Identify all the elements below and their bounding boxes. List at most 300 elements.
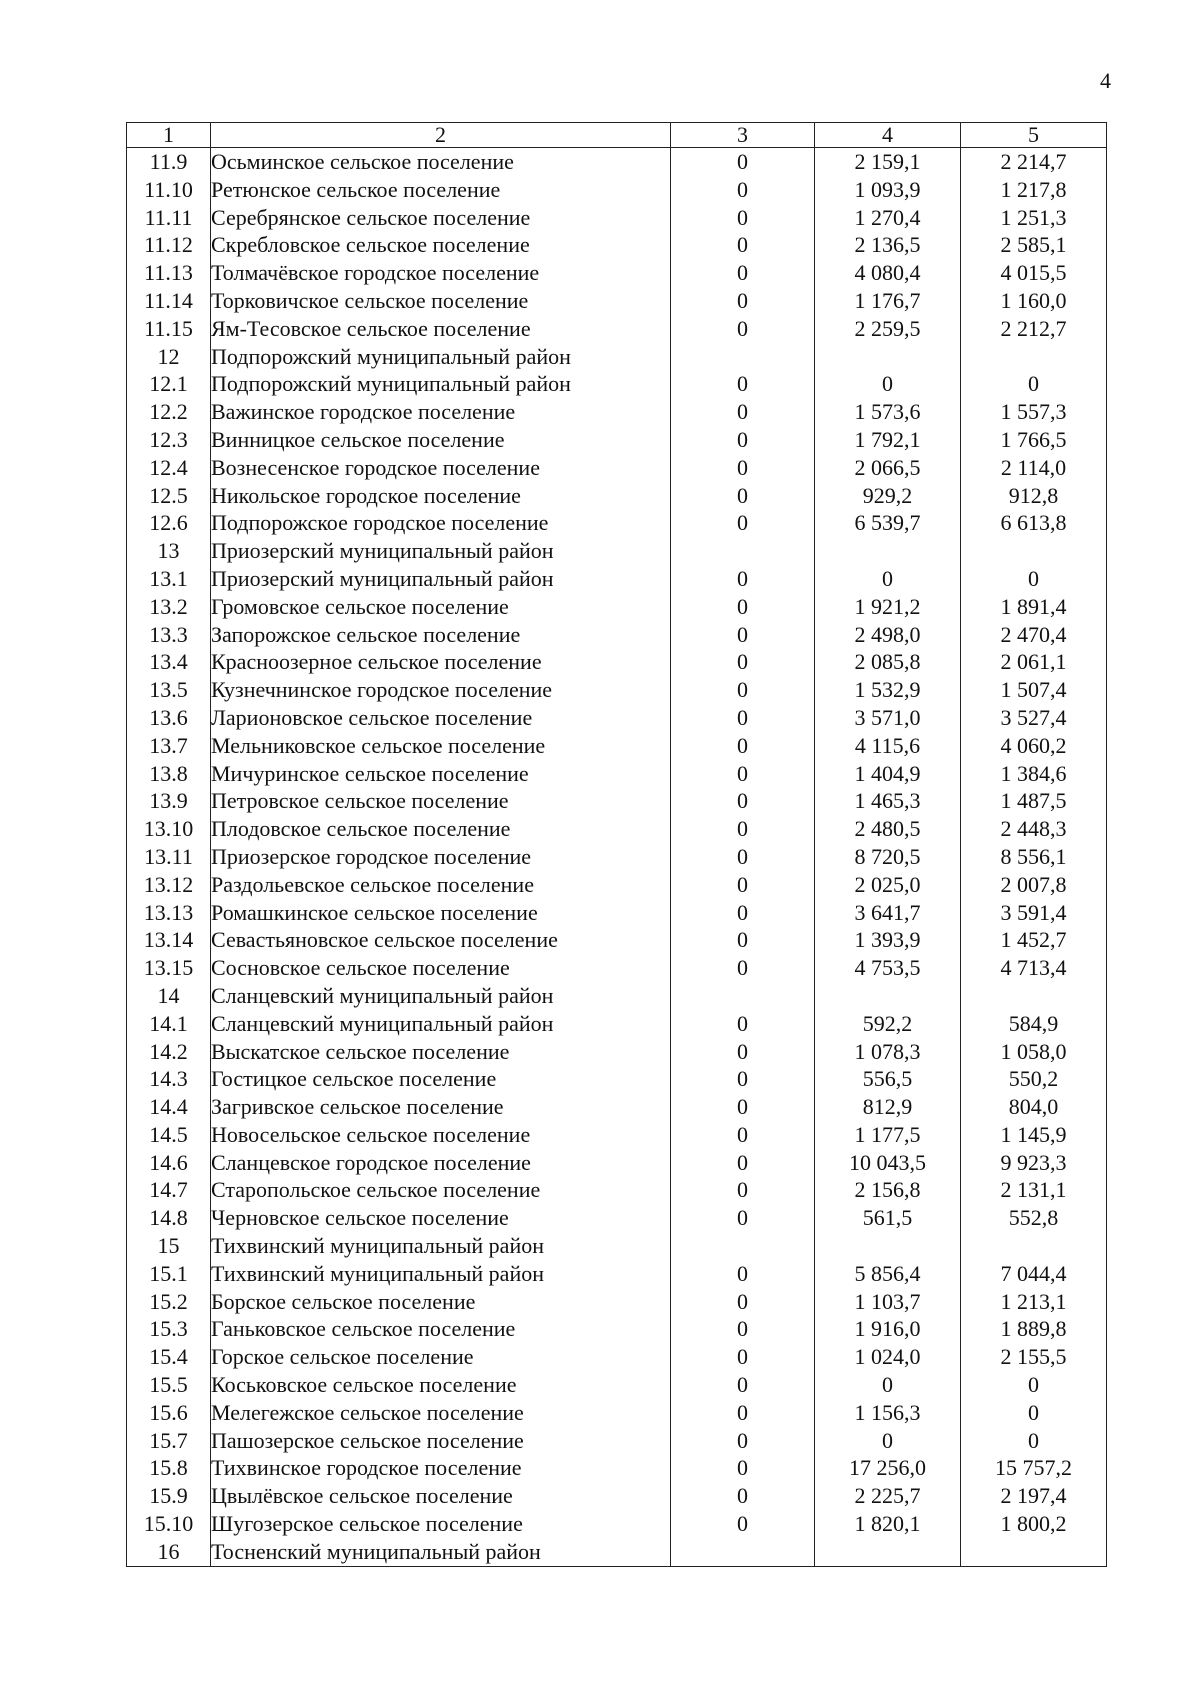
row-number: 15.1 <box>127 1260 211 1288</box>
row-col5: 1 800,2 <box>961 1510 1107 1538</box>
row-col3 <box>671 1538 815 1566</box>
row-number: 14.8 <box>127 1204 211 1232</box>
row-number: 11.12 <box>127 231 211 259</box>
row-col4: 17 256,0 <box>815 1454 961 1482</box>
table-row <box>127 426 1107 454</box>
row-col3: 0 <box>671 1399 815 1427</box>
table-row <box>127 621 1107 649</box>
row-col3: 0 <box>671 1315 815 1343</box>
row-name: Гостицкое сельское поселение <box>211 1065 671 1093</box>
row-col3: 0 <box>671 454 815 482</box>
row-number: 14.1 <box>127 1010 211 1038</box>
row-col5: 1 213,1 <box>961 1288 1107 1316</box>
table-row <box>127 1427 1107 1455</box>
row-col5: 2 114,0 <box>961 454 1107 482</box>
row-number: 12.6 <box>127 509 211 537</box>
row-col5: 0 <box>961 370 1107 398</box>
row-col3: 0 <box>671 398 815 426</box>
row-col3 <box>671 537 815 565</box>
row-name: Приозерское городское поселение <box>211 843 671 871</box>
row-name: Кузнечнинское городское поселение <box>211 676 671 704</box>
row-col4: 2 498,0 <box>815 621 961 649</box>
table-row <box>127 815 1107 843</box>
row-col5: 1 766,5 <box>961 426 1107 454</box>
row-col5: 1 160,0 <box>961 287 1107 315</box>
row-col5: 7 044,4 <box>961 1260 1107 1288</box>
table-row <box>127 982 1107 1010</box>
row-col5: 2 197,4 <box>961 1482 1107 1510</box>
row-col3: 0 <box>671 1010 815 1038</box>
row-number: 14.4 <box>127 1093 211 1121</box>
table-row <box>127 565 1107 593</box>
row-name: Запорожское сельское поселение <box>211 621 671 649</box>
row-number: 13.2 <box>127 593 211 621</box>
row-col5 <box>961 1538 1107 1566</box>
row-name: Цвылёвское сельское поселение <box>211 1482 671 1510</box>
row-col3: 0 <box>671 787 815 815</box>
row-col3: 0 <box>671 1343 815 1371</box>
row-col3: 0 <box>671 1176 815 1204</box>
row-number: 14.7 <box>127 1176 211 1204</box>
row-name: Ромашкинское сельское поселение <box>211 899 671 927</box>
table-row <box>127 343 1107 371</box>
row-name: Старопольское сельское поселение <box>211 1176 671 1204</box>
row-number: 12.4 <box>127 454 211 482</box>
row-col4: 3 571,0 <box>815 704 961 732</box>
row-col4: 1 916,0 <box>815 1315 961 1343</box>
table-row <box>127 926 1107 954</box>
row-col3: 0 <box>671 148 815 176</box>
row-col5: 1 058,0 <box>961 1038 1107 1066</box>
table-row <box>127 1288 1107 1316</box>
row-number: 13.3 <box>127 621 211 649</box>
row-number: 11.9 <box>127 148 211 176</box>
row-col3: 0 <box>671 1288 815 1316</box>
row-col3: 0 <box>671 1038 815 1066</box>
row-col4: 2 136,5 <box>815 231 961 259</box>
table-row <box>127 871 1107 899</box>
row-number: 13.12 <box>127 871 211 899</box>
row-name: Петровское сельское поселение <box>211 787 671 815</box>
row-name: Красноозерное сельское поселение <box>211 648 671 676</box>
row-name: Тихвинское городское поселение <box>211 1454 671 1482</box>
row-number: 11.10 <box>127 176 211 204</box>
header-row <box>127 123 1107 148</box>
row-col4: 592,2 <box>815 1010 961 1038</box>
row-col5: 1 889,8 <box>961 1315 1107 1343</box>
row-col3: 0 <box>671 1204 815 1232</box>
row-number: 14.5 <box>127 1121 211 1149</box>
table-row <box>127 1510 1107 1538</box>
row-col4: 1 078,3 <box>815 1038 961 1066</box>
row-col3: 0 <box>671 176 815 204</box>
row-col5: 2 155,5 <box>961 1343 1107 1371</box>
row-name: Важинское городское поселение <box>211 398 671 426</box>
row-number: 13 <box>127 537 211 565</box>
row-col4: 3 641,7 <box>815 899 961 927</box>
row-col5: 3 591,4 <box>961 899 1107 927</box>
header-cell-2: 2 <box>211 123 671 148</box>
row-number: 13.4 <box>127 648 211 676</box>
table-row <box>127 1343 1107 1371</box>
row-col5: 4 713,4 <box>961 954 1107 982</box>
row-name: Серебрянское сельское поселение <box>211 204 671 232</box>
row-name: Скребловское сельское поселение <box>211 231 671 259</box>
table-row <box>127 1121 1107 1149</box>
row-name: Торковичское сельское поселение <box>211 287 671 315</box>
row-col3: 0 <box>671 231 815 259</box>
row-col3: 0 <box>671 871 815 899</box>
row-col4: 8 720,5 <box>815 843 961 871</box>
row-number: 15.7 <box>127 1427 211 1455</box>
row-name: Раздольевское сельское поселение <box>211 871 671 899</box>
table-row <box>127 1260 1107 1288</box>
row-col5: 0 <box>961 1427 1107 1455</box>
row-name: Сланцевское городское поселение <box>211 1149 671 1177</box>
row-col3: 0 <box>671 843 815 871</box>
table-row <box>127 287 1107 315</box>
row-col3: 0 <box>671 1149 815 1177</box>
row-col5: 2 448,3 <box>961 815 1107 843</box>
table-row <box>127 1204 1107 1232</box>
row-col4: 1 921,2 <box>815 593 961 621</box>
row-col3: 0 <box>671 760 815 788</box>
table-row <box>127 1038 1107 1066</box>
table-row <box>127 843 1107 871</box>
table-row <box>127 1232 1107 1260</box>
row-name: Плодовское сельское поселение <box>211 815 671 843</box>
row-number: 13.6 <box>127 704 211 732</box>
row-col4 <box>815 982 961 1010</box>
row-number: 11.13 <box>127 259 211 287</box>
row-col4: 1 573,6 <box>815 398 961 426</box>
row-number: 14.3 <box>127 1065 211 1093</box>
row-col4: 1 792,1 <box>815 426 961 454</box>
row-col4 <box>815 1232 961 1260</box>
row-col4: 1 270,4 <box>815 204 961 232</box>
row-col3: 0 <box>671 1482 815 1510</box>
row-number: 13.15 <box>127 954 211 982</box>
row-col4: 1 820,1 <box>815 1510 961 1538</box>
row-col3: 0 <box>671 426 815 454</box>
row-name: Черновское сельское поселение <box>211 1204 671 1232</box>
row-col5: 912,8 <box>961 482 1107 510</box>
row-col5: 2 585,1 <box>961 231 1107 259</box>
row-col5: 8 556,1 <box>961 843 1107 871</box>
row-name: Ретюнское сельское поселение <box>211 176 671 204</box>
row-col3: 0 <box>671 621 815 649</box>
table-row <box>127 1315 1107 1343</box>
header-cell-1: 1 <box>127 123 211 148</box>
row-col3: 0 <box>671 259 815 287</box>
row-name: Приозерский муниципальный район <box>211 565 671 593</box>
row-col3: 0 <box>671 1260 815 1288</box>
row-col4: 1 176,7 <box>815 287 961 315</box>
row-col4: 812,9 <box>815 1093 961 1121</box>
row-col4: 4 753,5 <box>815 954 961 982</box>
row-number: 13.10 <box>127 815 211 843</box>
row-col5: 2 214,7 <box>961 148 1107 176</box>
row-col3: 0 <box>671 1427 815 1455</box>
row-col5: 9 923,3 <box>961 1149 1107 1177</box>
row-col3: 0 <box>671 565 815 593</box>
row-col5: 1 891,4 <box>961 593 1107 621</box>
row-name: Толмачёвское городское поселение <box>211 259 671 287</box>
row-col4: 2 156,8 <box>815 1176 961 1204</box>
table-row <box>127 454 1107 482</box>
header-cell-4: 4 <box>815 123 961 148</box>
table-row <box>127 1482 1107 1510</box>
row-col3: 0 <box>671 315 815 343</box>
row-number: 13.8 <box>127 760 211 788</box>
row-col3: 0 <box>671 204 815 232</box>
table-row <box>127 593 1107 621</box>
row-name: Мелегежское сельское поселение <box>211 1399 671 1427</box>
row-col5: 0 <box>961 1371 1107 1399</box>
table-row <box>127 482 1107 510</box>
row-col4 <box>815 1538 961 1566</box>
row-name: Сланцевский муниципальный район <box>211 982 671 1010</box>
data-table <box>126 122 1107 1567</box>
row-col4: 1 156,3 <box>815 1399 961 1427</box>
row-col4 <box>815 537 961 565</box>
row-number: 14.2 <box>127 1038 211 1066</box>
table-row <box>127 1399 1107 1427</box>
row-col4: 2 066,5 <box>815 454 961 482</box>
row-name: Тихвинский муниципальный район <box>211 1232 671 1260</box>
row-col5: 1 487,5 <box>961 787 1107 815</box>
row-col4 <box>815 343 961 371</box>
row-col3: 0 <box>671 704 815 732</box>
row-number: 11.11 <box>127 204 211 232</box>
row-number: 13.1 <box>127 565 211 593</box>
row-col4: 5 856,4 <box>815 1260 961 1288</box>
row-number: 12.1 <box>127 370 211 398</box>
row-col5: 552,8 <box>961 1204 1107 1232</box>
table-row <box>127 1371 1107 1399</box>
row-name: Тихвинский муниципальный район <box>211 1260 671 1288</box>
row-col4: 2 025,0 <box>815 871 961 899</box>
row-col4: 1 103,7 <box>815 1288 961 1316</box>
row-name: Загривское сельское поселение <box>211 1093 671 1121</box>
row-col4: 4 080,4 <box>815 259 961 287</box>
row-col3 <box>671 1232 815 1260</box>
row-number: 16 <box>127 1538 211 1566</box>
row-name: Никольское городское поселение <box>211 482 671 510</box>
row-col4: 1 404,9 <box>815 760 961 788</box>
row-col5: 584,9 <box>961 1010 1107 1038</box>
row-col5: 550,2 <box>961 1065 1107 1093</box>
row-col4: 2 259,5 <box>815 315 961 343</box>
row-number: 11.14 <box>127 287 211 315</box>
table-row <box>127 176 1107 204</box>
row-col5: 6 613,8 <box>961 509 1107 537</box>
row-name: Борское сельское поселение <box>211 1288 671 1316</box>
row-col5: 0 <box>961 1399 1107 1427</box>
row-number: 15.9 <box>127 1482 211 1510</box>
row-col3: 0 <box>671 593 815 621</box>
row-col3: 0 <box>671 676 815 704</box>
row-name: Новосельское сельское поселение <box>211 1121 671 1149</box>
row-col4: 1 393,9 <box>815 926 961 954</box>
row-col4: 2 225,7 <box>815 1482 961 1510</box>
row-col5 <box>961 537 1107 565</box>
row-name: Винницкое сельское поселение <box>211 426 671 454</box>
row-col3: 0 <box>671 1510 815 1538</box>
row-name: Подпорожское городское поселение <box>211 509 671 537</box>
row-col3: 0 <box>671 1371 815 1399</box>
row-col5: 15 757,2 <box>961 1454 1107 1482</box>
row-col4: 1 532,9 <box>815 676 961 704</box>
row-col4: 6 539,7 <box>815 509 961 537</box>
row-name: Приозерский муниципальный район <box>211 537 671 565</box>
row-name: Тосненский муниципальный район <box>211 1538 671 1566</box>
table-row <box>127 1065 1107 1093</box>
table-row <box>127 1176 1107 1204</box>
row-col4: 0 <box>815 1427 961 1455</box>
row-col4: 929,2 <box>815 482 961 510</box>
row-name: Подпорожский муниципальный район <box>211 370 671 398</box>
table-row <box>127 1149 1107 1177</box>
row-name: Осьминское сельское поселение <box>211 148 671 176</box>
row-number: 13.9 <box>127 787 211 815</box>
table-row <box>127 648 1107 676</box>
row-col4: 2 159,1 <box>815 148 961 176</box>
table-row <box>127 204 1107 232</box>
table-row <box>127 509 1107 537</box>
row-col5: 2 470,4 <box>961 621 1107 649</box>
row-col5: 1 217,8 <box>961 176 1107 204</box>
row-name: Коськовское сельское поселение <box>211 1371 671 1399</box>
table-body <box>127 148 1107 1567</box>
row-col5: 2 131,1 <box>961 1176 1107 1204</box>
row-col3: 0 <box>671 1454 815 1482</box>
row-number: 11.15 <box>127 315 211 343</box>
row-number: 13.5 <box>127 676 211 704</box>
row-col4: 2 480,5 <box>815 815 961 843</box>
row-col3: 0 <box>671 1121 815 1149</box>
row-number: 13.13 <box>127 899 211 927</box>
row-col3: 0 <box>671 509 815 537</box>
row-name: Сланцевский муниципальный район <box>211 1010 671 1038</box>
row-number: 12 <box>127 343 211 371</box>
row-number: 15.8 <box>127 1454 211 1482</box>
row-col3 <box>671 343 815 371</box>
row-name: Громовское сельское поселение <box>211 593 671 621</box>
row-name: Подпорожский муниципальный район <box>211 343 671 371</box>
row-col3: 0 <box>671 287 815 315</box>
table-row <box>127 259 1107 287</box>
row-col5 <box>961 343 1107 371</box>
row-col3 <box>671 982 815 1010</box>
table-row <box>127 676 1107 704</box>
row-col4: 1 024,0 <box>815 1343 961 1371</box>
row-col5: 4 060,2 <box>961 732 1107 760</box>
row-col3: 0 <box>671 370 815 398</box>
row-name: Шугозерское сельское поселение <box>211 1510 671 1538</box>
row-col4: 10 043,5 <box>815 1149 961 1177</box>
row-number: 13.14 <box>127 926 211 954</box>
row-number: 15.3 <box>127 1315 211 1343</box>
row-col5: 1 557,3 <box>961 398 1107 426</box>
row-name: Мичуринское сельское поселение <box>211 760 671 788</box>
row-number: 15.10 <box>127 1510 211 1538</box>
row-col3: 0 <box>671 815 815 843</box>
row-col4: 2 085,8 <box>815 648 961 676</box>
table-row <box>127 398 1107 426</box>
row-col5: 1 452,7 <box>961 926 1107 954</box>
row-col5: 1 507,4 <box>961 676 1107 704</box>
row-col5: 1 384,6 <box>961 760 1107 788</box>
row-number: 15 <box>127 1232 211 1260</box>
row-col4: 1 093,9 <box>815 176 961 204</box>
row-number: 14.6 <box>127 1149 211 1177</box>
row-col3: 0 <box>671 1065 815 1093</box>
row-col3: 0 <box>671 648 815 676</box>
row-number: 15.6 <box>127 1399 211 1427</box>
row-col5: 1 145,9 <box>961 1121 1107 1149</box>
table-row <box>127 1454 1107 1482</box>
row-col4: 556,5 <box>815 1065 961 1093</box>
table-row <box>127 370 1107 398</box>
row-col3: 0 <box>671 732 815 760</box>
table-row <box>127 1538 1107 1566</box>
table-row <box>127 732 1107 760</box>
table-row <box>127 954 1107 982</box>
table-row <box>127 148 1107 176</box>
row-name: Пашозерское сельское поселение <box>211 1427 671 1455</box>
row-col5: 2 212,7 <box>961 315 1107 343</box>
table-row <box>127 231 1107 259</box>
row-name: Горское сельское поселение <box>211 1343 671 1371</box>
table-header <box>127 123 1107 148</box>
row-col4: 561,5 <box>815 1204 961 1232</box>
row-number: 15.4 <box>127 1343 211 1371</box>
row-number: 13.11 <box>127 843 211 871</box>
row-number: 12.2 <box>127 398 211 426</box>
row-number: 15.2 <box>127 1288 211 1316</box>
table-row <box>127 315 1107 343</box>
row-name: Сосновское сельское поселение <box>211 954 671 982</box>
table-row <box>127 704 1107 732</box>
table-row <box>127 760 1107 788</box>
row-col3: 0 <box>671 899 815 927</box>
header-cell-5: 5 <box>961 123 1107 148</box>
table-row <box>127 1093 1107 1121</box>
row-col5 <box>961 982 1107 1010</box>
row-name: Ям-Тесовское сельское поселение <box>211 315 671 343</box>
row-name: Мельниковское сельское поселение <box>211 732 671 760</box>
row-col4: 0 <box>815 370 961 398</box>
row-col5: 804,0 <box>961 1093 1107 1121</box>
row-number: 12.5 <box>127 482 211 510</box>
row-col5: 2 007,8 <box>961 871 1107 899</box>
row-number: 15.5 <box>127 1371 211 1399</box>
row-col4: 1 465,3 <box>815 787 961 815</box>
row-col5: 3 527,4 <box>961 704 1107 732</box>
row-col4: 0 <box>815 565 961 593</box>
row-name: Ганьковское сельское поселение <box>211 1315 671 1343</box>
row-col3: 0 <box>671 1093 815 1121</box>
row-col4: 1 177,5 <box>815 1121 961 1149</box>
table-row <box>127 1010 1107 1038</box>
row-number: 13.7 <box>127 732 211 760</box>
row-number: 12.3 <box>127 426 211 454</box>
table-row <box>127 899 1107 927</box>
row-col4: 4 115,6 <box>815 732 961 760</box>
row-name: Севастьяновское сельское поселение <box>211 926 671 954</box>
row-col3: 0 <box>671 926 815 954</box>
